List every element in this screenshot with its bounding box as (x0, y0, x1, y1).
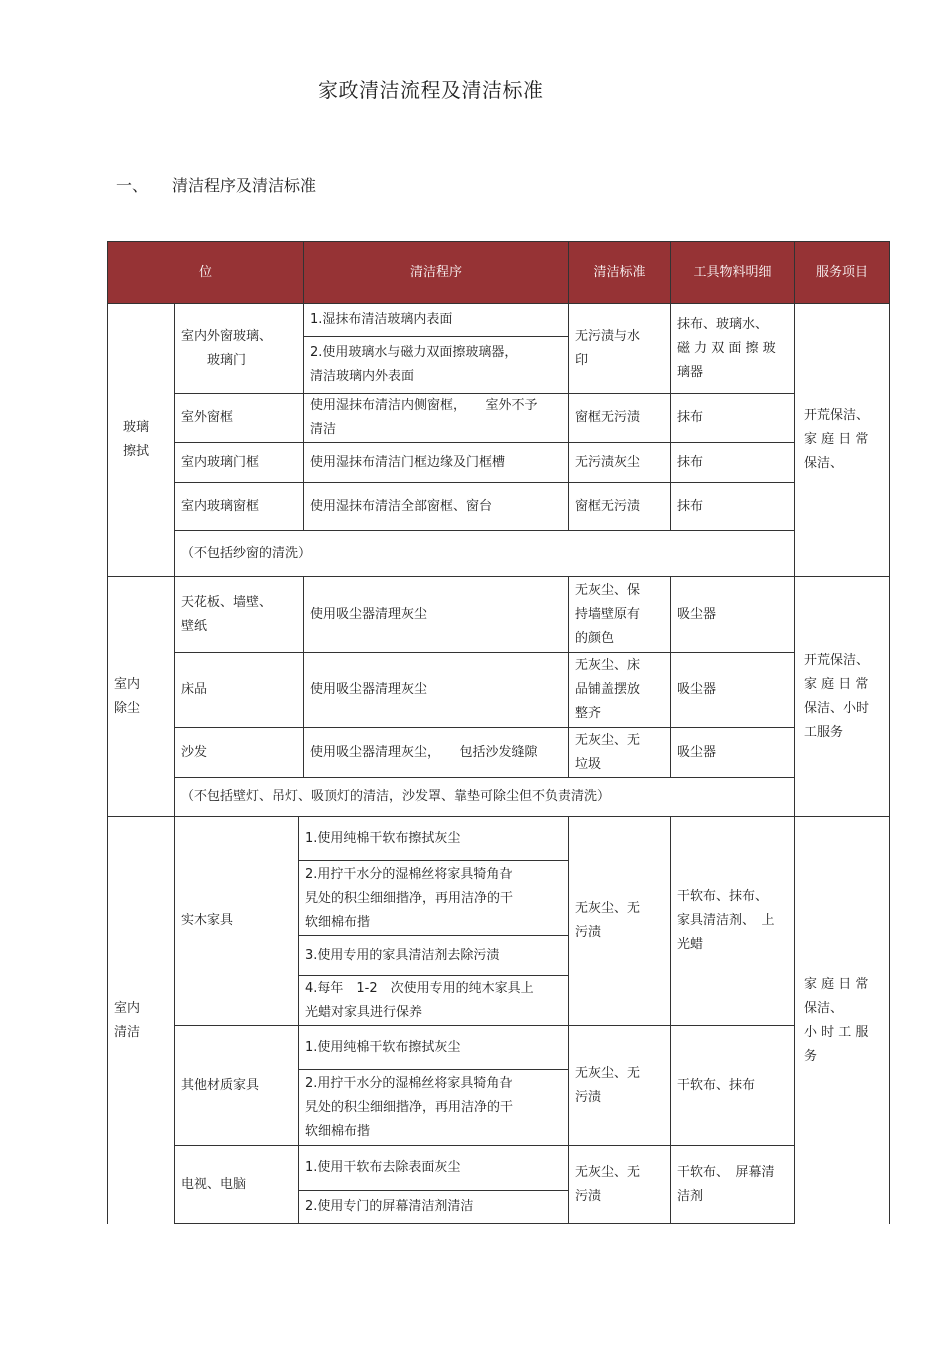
item-other-name: 其他材质家具 (174, 1025, 299, 1146)
header-service: 服务项目 (794, 241, 890, 304)
item-window-glass-step-1: 1.湿抹布清洁玻璃内表面 (303, 303, 569, 337)
item-outer-frame-step: 使用湿抹布清洁内侧窗框， 室外不予 清洁 (303, 393, 569, 443)
item-other-tools: 干软布、抹布 (670, 1025, 795, 1146)
item-door-frame-tools: 抹布 (670, 442, 795, 483)
item-outer-frame-standard: 窗框无污渍 (568, 393, 671, 443)
item-window-frame-step: 使用湿抹布清洁全部窗框、窗台 (303, 482, 569, 531)
header-standard: 清洁标准 (568, 241, 671, 304)
item-tv-name: 电视、电脑 (174, 1145, 299, 1224)
item-wood-step-1: 1.使用纯棉干软布擦拭灰尘 (298, 816, 569, 861)
item-window-glass-step-2: 2.使用玻璃水与磁力双面擦玻璃器， 清洁玻璃内外表面 (303, 336, 569, 394)
category-glass (107, 303, 175, 577)
item-window-glass-name: 室内外窗玻璃、 玻璃门 (174, 303, 304, 394)
item-bedding-standard: 无灰尘、床 品铺盖摆放 整齐 (568, 652, 671, 728)
item-wood-step-2: 2.用拧干水分的湿棉丝将家具犄角旮 旯处的积尘细细揩净，再用洁净的干 软细棉布揩 (298, 860, 569, 936)
item-wood-step-3: 3.使用专用的家具清洁剂去除污渍 (298, 935, 569, 976)
dust-note: （不包括壁灯、吊灯、吸顶灯的清洁，沙发罩、靠垫可除尘但不负责清洗） (174, 777, 795, 817)
item-wood-standard: 无灰尘、无 污渍 (568, 816, 671, 1026)
item-ceiling-standard: 无灰尘、保 持墙壁原有 的颜色 (568, 576, 671, 653)
item-wood-tools: 干软布、抹布、 家具清洁剂、 上 光蜡 (670, 816, 795, 1026)
item-tv-step-1: 1.使用干软布去除表面灰尘 (298, 1145, 569, 1191)
header-position: 位 (107, 241, 304, 304)
document-title: 家政清洁流程及清洁标准 (318, 78, 544, 102)
category-dust: 室内 除尘 (107, 576, 175, 817)
item-other-step-2: 2.用拧干水分的湿棉丝将家具犄角旮 旯处的积尘细细揩净，再用洁净的干 软细棉布揩 (298, 1069, 569, 1146)
service-clean: 家 庭 日 常 保洁、 小 时 工 服 务 (794, 816, 890, 1224)
item-door-frame-step: 使用湿抹布清洁门框边缘及门框槽 (303, 442, 569, 483)
item-sofa-name: 沙发 (174, 727, 304, 778)
category-clean: 室内 清洁 (107, 816, 175, 1224)
service-glass-label: 开荒保洁、 家 庭 日 常 保洁、 (804, 408, 870, 471)
item-other-step-1: 1.使用纯棉干软布擦拭灰尘 (298, 1025, 569, 1070)
item-wood-name: 实木家具 (174, 816, 299, 1026)
header-tools: 工具物料明细 (670, 241, 795, 304)
item-tv-standard: 无灰尘、无 污渍 (568, 1145, 671, 1224)
category-glass-label: 玻璃 擦拭 (123, 420, 150, 459)
item-tv-step-2: 2.使用专门的屏幕清洁剂清洁 (298, 1190, 569, 1224)
service-dust: 开荒保洁、 家 庭 日 常 保洁、小时 工服务 (794, 576, 890, 817)
item-tv-tools: 干软布、 屏幕清 洁剂 (670, 1145, 795, 1224)
item-window-glass-tools: 抹布、玻璃水、 磁 力 双 面 擦 玻 璃器 (670, 303, 795, 394)
item-window-glass-standard: 无污渍与水 印 (568, 303, 671, 394)
item-other-standard: 无灰尘、无 污渍 (568, 1025, 671, 1146)
item-bedding-tools: 吸尘器 (670, 652, 795, 728)
item-wood-step-4: 4.每年 1-2 次使用专用的纯木家具上 光蜡对家具进行保养 (298, 975, 569, 1026)
item-sofa-standard: 无灰尘、无 垃圾 (568, 727, 671, 778)
glass-note: （不包括纱窗的清洗） (174, 530, 795, 577)
item-door-frame-standard: 无污渍灰尘 (568, 442, 671, 483)
item-window-frame-name: 室内玻璃窗框 (174, 482, 304, 531)
section-number: 一、 (116, 176, 149, 195)
section-title: 清洁程序及清洁标准 (172, 176, 317, 195)
item-ceiling-step: 使用吸尘器清理灰尘 (303, 576, 569, 653)
header-procedure: 清洁程序 (303, 241, 569, 304)
item-window-frame-tools: 抹布 (670, 482, 795, 531)
item-bedding-step: 使用吸尘器清理灰尘 (303, 652, 569, 728)
service-glass (794, 303, 890, 577)
cleaning-standards-table (107, 241, 890, 1224)
item-outer-frame-tools: 抹布 (670, 393, 795, 443)
item-bedding-name: 床品 (174, 652, 304, 728)
item-ceiling-name: 天花板、墙壁、 壁纸 (174, 576, 304, 653)
item-door-frame-name: 室内玻璃门框 (174, 442, 304, 483)
item-outer-frame-name: 室外窗框 (174, 393, 304, 443)
item-ceiling-tools: 吸尘器 (670, 576, 795, 653)
item-window-frame-standard: 窗框无污渍 (568, 482, 671, 531)
item-sofa-tools: 吸尘器 (670, 727, 795, 778)
item-sofa-step: 使用吸尘器清理灰尘， 包括沙发缝隙 (303, 727, 569, 778)
